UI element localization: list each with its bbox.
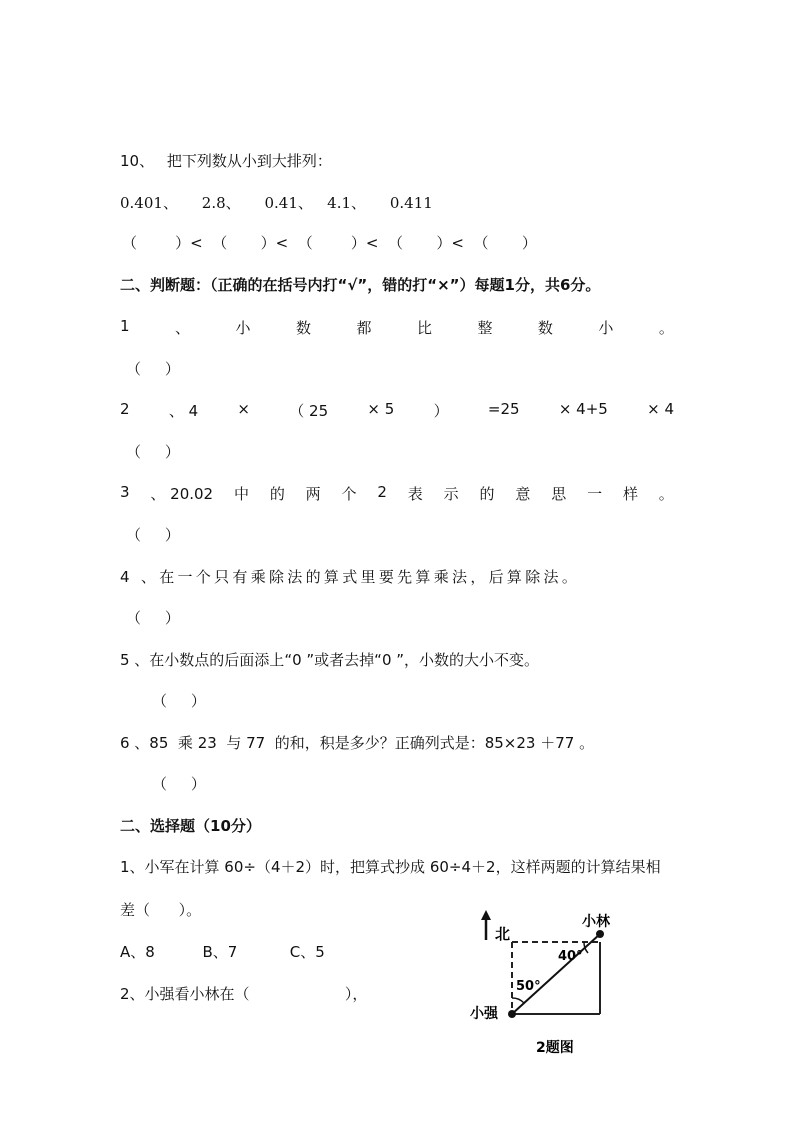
judge-item-6: 6 、85 乘 23 与 77 的和，积是多少？正确列式是：85×23 ＋77 。	[120, 734, 595, 752]
judge-item-2-token: （ 25	[289, 402, 329, 420]
judge-item-2-token: ×	[237, 400, 250, 418]
choice-q1-options: A、8 B、7 C、5	[120, 943, 325, 961]
judge-item-3-token: 个	[341, 485, 357, 503]
judge-item-3-token: 的	[479, 485, 495, 503]
judge-item-1-token: 小	[598, 319, 614, 337]
judge-paren-2: （ ）	[126, 443, 180, 461]
q10-blanks: （ ）< （ ）< （ ）< （ ）< （ ）	[122, 234, 537, 252]
sight-line	[512, 934, 600, 1014]
judge-item-5: 5 、在小数点的后面添上“0 ”或者去掉“0 ”，小数的大小不变。	[120, 651, 540, 669]
direction-diagram	[466, 900, 646, 1060]
q10-prompt: 把下列数从小到大排列：	[166, 152, 332, 170]
judge-item-3-token: 2	[377, 483, 387, 501]
judge-item-1-token: 比	[416, 319, 432, 337]
judge-item-4: 4 、在一个只有乘除法的算式里要先算乘法，后算除法。	[120, 568, 581, 586]
judge-item-3	[120, 483, 674, 504]
judge-item-3-token: 两	[305, 485, 321, 503]
choice-q2: 2、小强看小林在（ ），	[120, 985, 368, 1003]
judge-item-2-token: 2	[120, 400, 130, 418]
xiaoqiang-label: 小强	[470, 1006, 498, 1022]
judge-item-3-token: 一	[587, 485, 603, 503]
judge-item-3-token: 样	[622, 485, 638, 503]
judge-item-1-token: 都	[356, 319, 372, 337]
judge-item-3-token: 。	[658, 485, 674, 503]
judge-paren-4: （ ）	[126, 609, 180, 627]
q10-numbers: 0.401、 2.8、 0.41、 4.1、 0.411	[120, 194, 433, 212]
judge-paren-5: （ ）	[152, 692, 206, 710]
angle-arc-50	[512, 998, 524, 1003]
q10-line	[120, 150, 332, 171]
judge-item-2-token: × 5	[367, 400, 395, 418]
judge-item-1-token: 小	[235, 319, 251, 337]
judge-item-2	[120, 400, 674, 421]
judge-item-1-token: 数	[295, 319, 311, 337]
judge-item-2-token: ）	[433, 402, 449, 420]
point-xiaolin	[596, 930, 604, 938]
xiaolin-label: 小林	[582, 914, 610, 930]
choice-heading: 二、选择题（10分）	[120, 817, 261, 835]
judge-heading: 二、判断题：（正确的在括号内打“√”，错的打“×”）每题1分，共6分。	[120, 276, 601, 294]
angle-50-label: 50°	[516, 979, 541, 994]
judge-item-3-token: 意	[515, 485, 531, 503]
judge-item-1-token: 1	[120, 317, 130, 335]
point-xiaoqiang	[508, 1010, 516, 1018]
judge-item-3-token: 思	[551, 485, 567, 503]
judge-item-1-token: 、	[175, 319, 191, 337]
judge-item-2-token: =25	[487, 400, 520, 418]
judge-item-1-token: 数	[537, 319, 553, 337]
judge-paren-1: （ ）	[126, 360, 180, 378]
judge-item-3-token: 表	[407, 485, 423, 503]
figure-caption: 2题图	[536, 1040, 574, 1056]
q10-label: 10、	[120, 152, 155, 170]
choice-q1-line2: 差（ ）。	[120, 901, 202, 919]
judge-item-2-token: 、 4	[168, 402, 199, 420]
judge-item-2-token: × 4+5	[558, 400, 608, 418]
angle-40-label: 40°	[558, 949, 583, 964]
judge-item-3-token: 中	[233, 485, 249, 503]
north-arrow-icon	[481, 910, 491, 940]
judge-item-3-token: 的	[269, 485, 285, 503]
north-label: 北	[495, 925, 511, 943]
choice-q1-line1: 1、小军在计算 60÷（4＋2）时，把算式抄成 60÷4＋2，这样两题的计算结果相	[120, 858, 661, 876]
judge-paren-3: （ ）	[126, 526, 180, 544]
judge-paren-6: （ ）	[152, 775, 206, 793]
judge-item-2-token: × 4	[647, 400, 674, 418]
judge-item-3-token: 、 20.02	[150, 485, 214, 503]
judge-item-3-token: 3	[120, 483, 130, 501]
judge-item-1-token: 整	[477, 319, 493, 337]
judge-item-1	[120, 317, 674, 338]
judge-item-1-token: 。	[658, 319, 674, 337]
judge-item-3-token: 示	[443, 485, 459, 503]
direction-figure	[466, 900, 646, 1060]
